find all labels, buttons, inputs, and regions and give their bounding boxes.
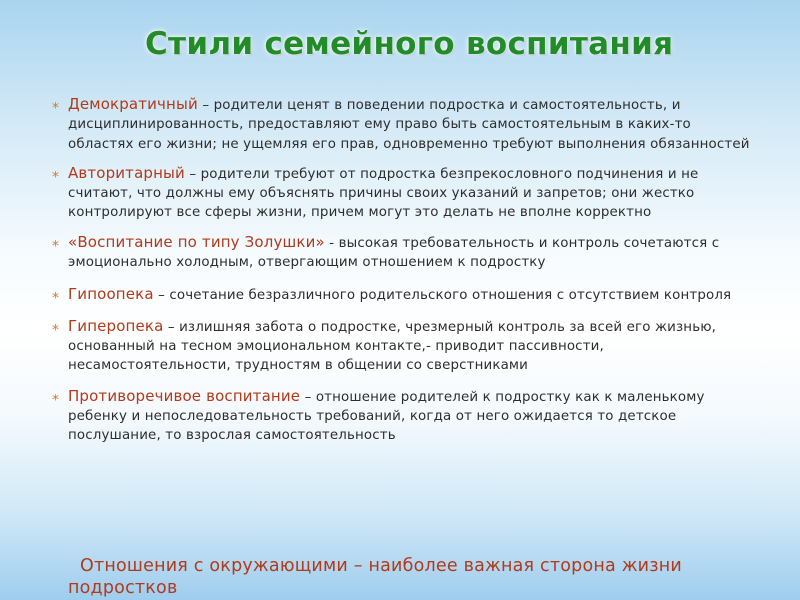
item-text: – сочетание безразличного родительского отношения с отсутствием контроля (153, 288, 732, 304)
item-term: Противоречивое воспитание (68, 386, 301, 405)
item-term: Гипоопека (68, 285, 154, 304)
footer-statement (68, 555, 758, 599)
item-term: Авторитарный (68, 163, 185, 182)
list-item-hyperprotection (50, 317, 750, 376)
bullet-icon: ⁎ (52, 286, 60, 303)
footer-text: Отношения с окружающими – наиболее важная сторона жизни подростков (68, 556, 682, 598)
list-item-hypoprotection (50, 285, 750, 305)
styles-list (50, 95, 750, 445)
item-text: – излишняя забота о подростке, чрезмерный контроль за всей его жизнью, основанный на тесном эмоциональном контакте,- приводит пассивности, несамостоятельности, трудностям в общении со сверстниками (68, 319, 721, 374)
slide-title: Стили семейного воспитания (145, 26, 674, 62)
list-item-cinderella (50, 233, 750, 273)
item-text: – родители ценят в поведении подростка и самостоятельность, и дисциплинированность, предоставляют ему право быть самостоятельным в каких-то областях его жизни; не ущемляя его прав, одновременно требуют выполнения обязанностей (68, 98, 750, 152)
list-item-authoritarian (50, 164, 750, 223)
bullet-icon: ⁎ (52, 164, 60, 181)
bullet-icon: ⁎ (52, 233, 60, 250)
list-item-democratic (50, 95, 750, 154)
list-item-contradictory (50, 387, 750, 446)
item-text: - высокая требовательность и контроль сочетаются с эмоционально холодным, отвергающим отношением к подростку (68, 235, 724, 271)
item-term: Демократичный (68, 95, 198, 113)
item-term: Гиперопека (68, 316, 164, 335)
bullet-icon: ⁎ (52, 317, 60, 334)
item-term: «Воспитание по типу Золушки» (68, 232, 325, 251)
bullet-icon: ⁎ (52, 96, 60, 112)
bullet-icon: ⁎ (52, 387, 60, 404)
item-text: – родители требуют от подростка безпрекословного подчинения и не считают, что должны ему объяснять причины своих указаний и запретов; они жестко контролируют все сферы жизни, причем могут это делать не вполне корректно (68, 166, 703, 221)
item-text: – отношение родителей к подростку как к маленькому ребенку и непоследовательность требований, когда от него ожидается то детское послушание, то взрослая самостоятельность (68, 389, 709, 444)
